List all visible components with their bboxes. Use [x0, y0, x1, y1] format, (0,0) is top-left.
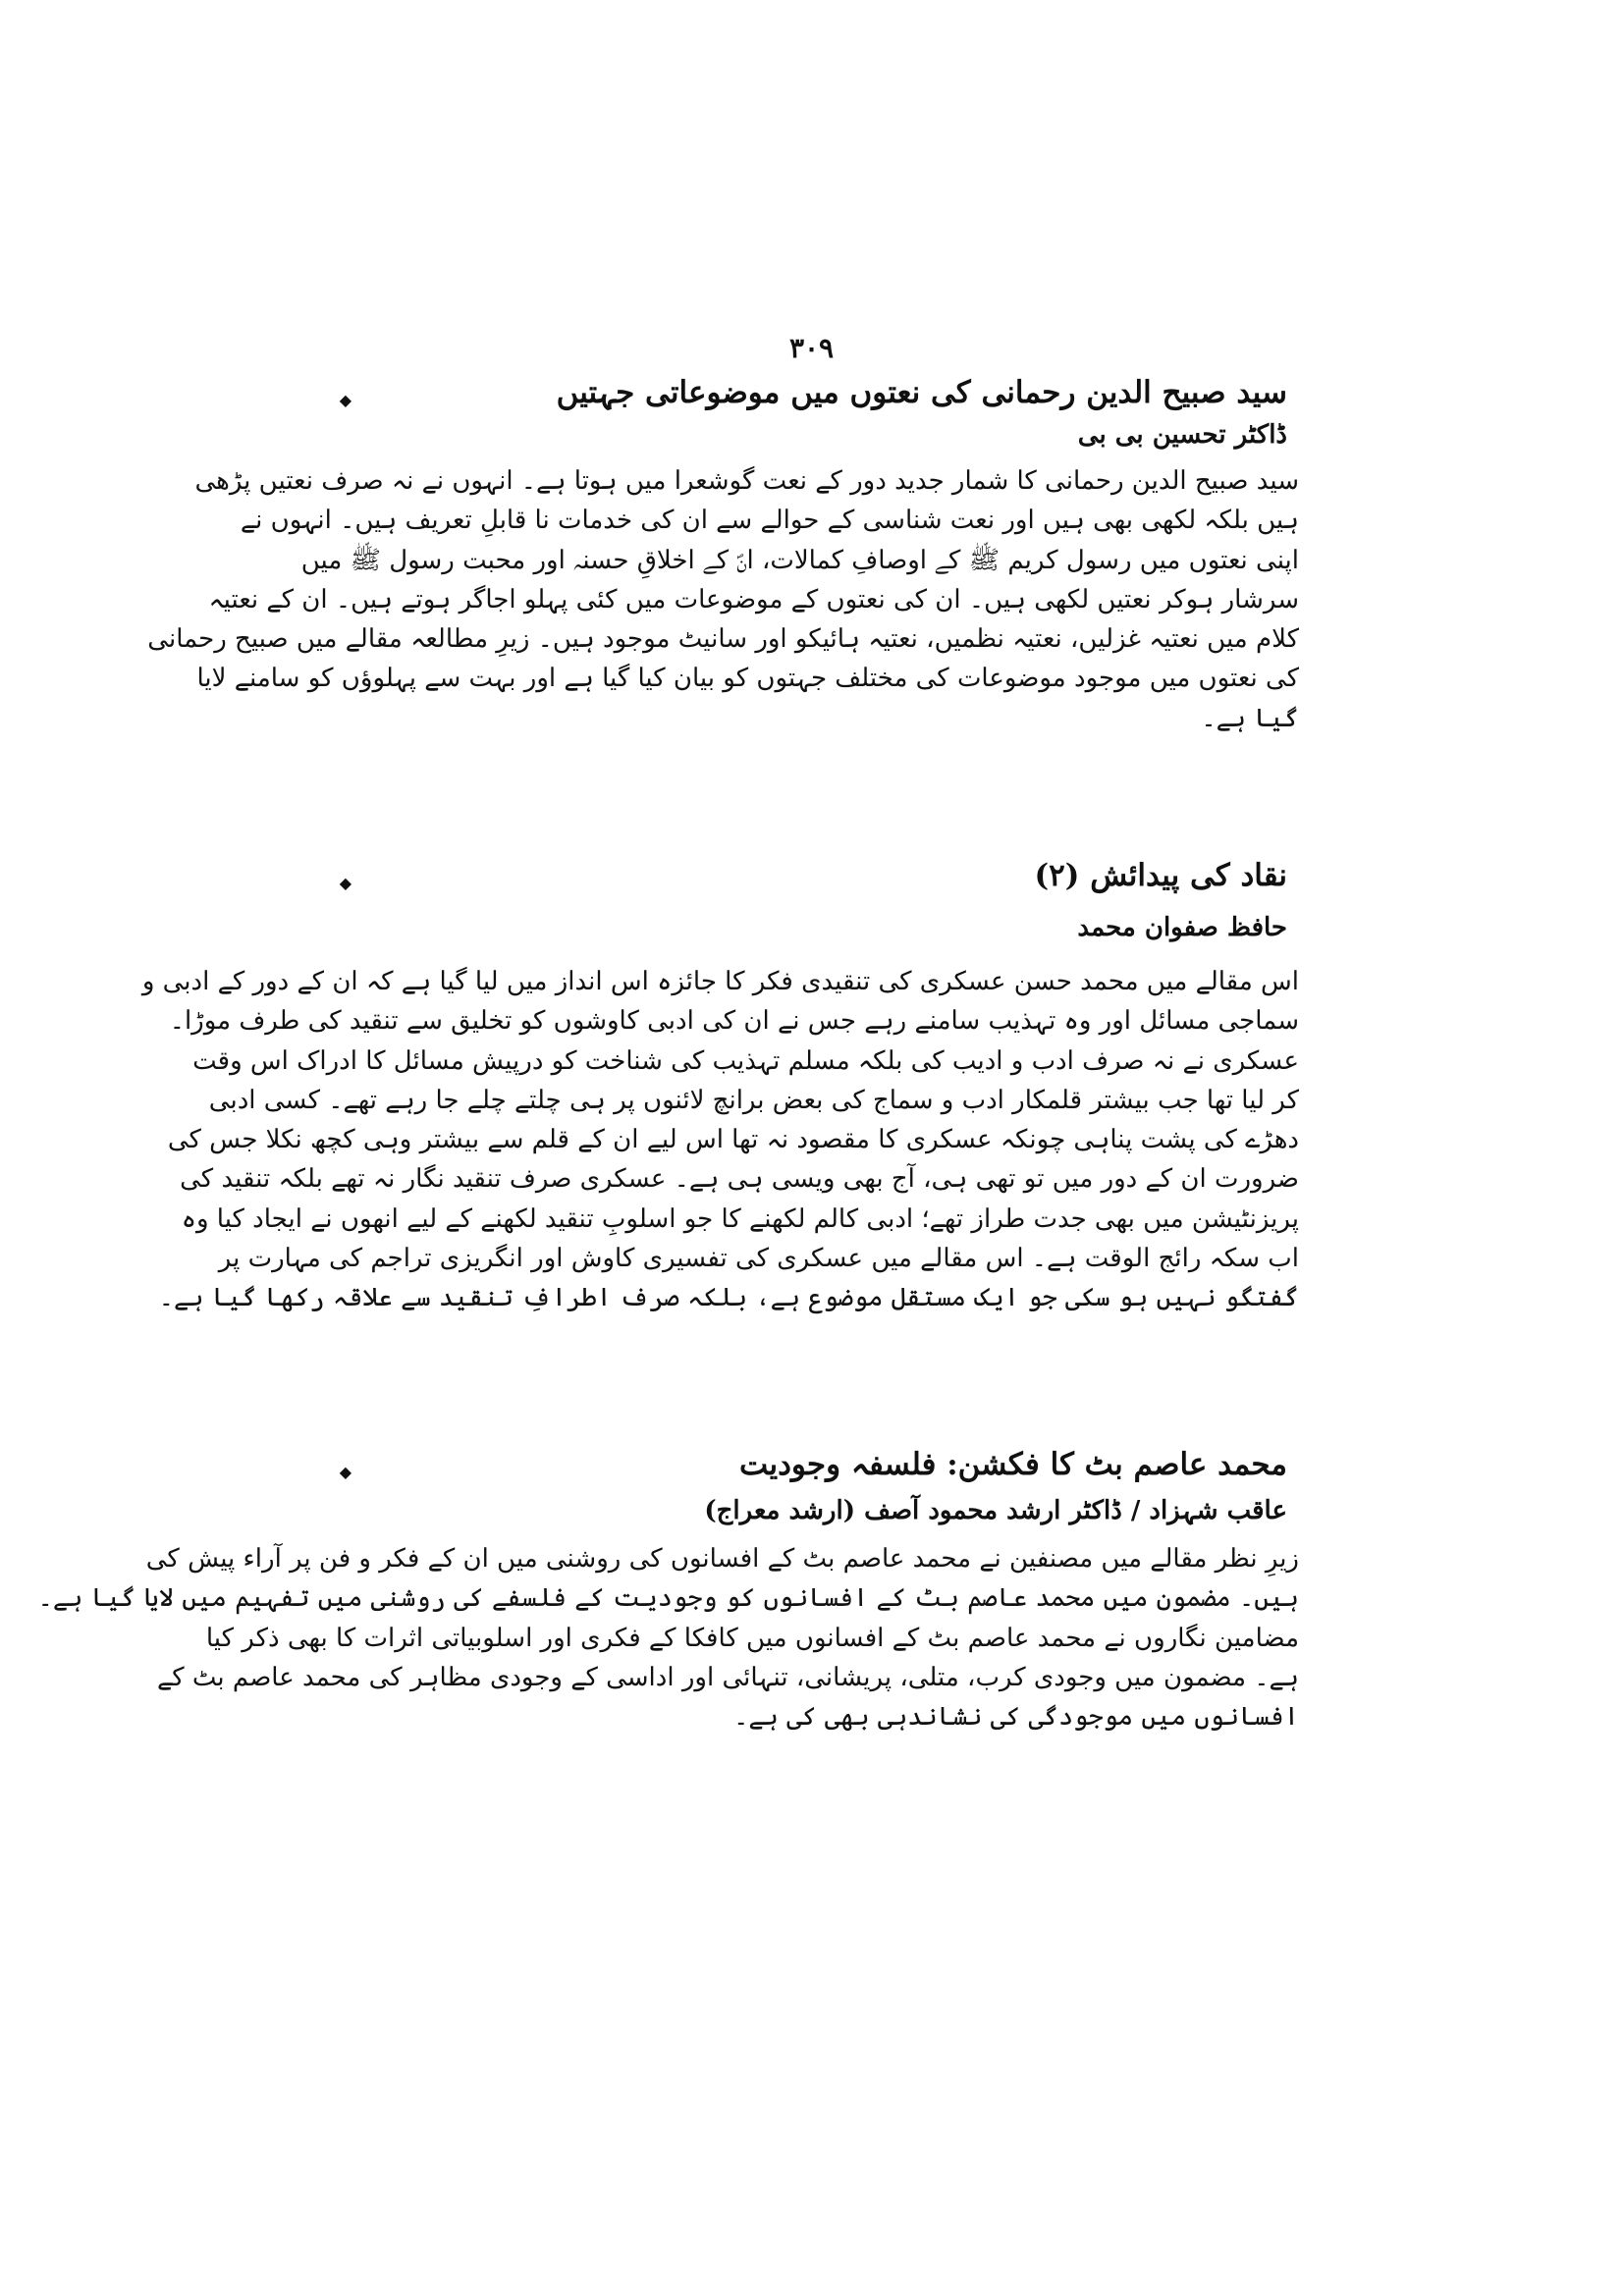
- abstract-line: اب سکہ رائج الوقت ہے۔ اس مقالے میں عسکری کی تفسیری کاوش اور انگریزی تراجم کی مہارت پر: [218, 1244, 1299, 1274]
- entry-abstract: [141, 962, 1299, 1318]
- bullet-icon: ◆: [339, 1463, 352, 1481]
- abstract-line: گفتگو نہیں ہو سکی جو ایک مستقل موضوع ہے، بلکہ صرف اطرافِ تنقید سے علاقہ رکھا گیا ہے۔: [158, 1283, 1299, 1313]
- entry-title: نقاد کی پیدائش (۲): [1034, 858, 1287, 893]
- abstract-line: اپنی نعتوں میں رسول کریم ﷺ کے اوصافِ کمالات، انؐ کے اخلاقِ حسنہ اور محبت رسول ﷺ میں: [300, 545, 1299, 575]
- abstract-line: پریزنٹیشن میں بھی جدت طراز تھے؛ ادبی کالم لکھنے کا جو اسلوبِ تنقید لکھنے کے لیے انھوں نے ایجاد کیا وہ: [181, 1203, 1299, 1234]
- abstract-line: اس مقالے میں محمد حسن عسکری کی تنقیدی فکر کا جائزہ اس انداز میں لیا گیا ہے کہ ان کے دور کے ادبی و: [141, 967, 1299, 996]
- abstract-line: مضامین نگاروں نے محمد عاصم بٹ کے افسانوں میں کافکا کے فکری اور اسلوبیاتی اثرات کا بھی ذکر کیا: [205, 1623, 1299, 1653]
- entry-abstract: [147, 461, 1299, 738]
- entry-title: محمد عاصم بٹ کا فکشن: فلسفہ وجودیت: [739, 1447, 1287, 1482]
- abstract-line: زیرِ نظر مقالے میں مصنفین نے محمد عاصم بٹ کے افسانوں کی روشنی میں ان کے فکر و فن پر آراء پیش کی: [145, 1544, 1299, 1574]
- abstract-line: ہے۔ مضمون میں وجودی کرب، متلی، پریشانی، تنہائی اور اداسی کے وجودی مظاہر کی محمد عاصم بٹ کے: [156, 1662, 1299, 1692]
- entry-author: حافظ صفوان محمد: [1077, 913, 1287, 942]
- abstract-line: ہیں بلکہ لکھی بھی ہیں اور نعت شناسی کے حوالے سے ان کی خدمات نا قابلِ تعریف ہیں۔ انہوں نے: [240, 506, 1299, 536]
- bullet-icon: ◆: [339, 874, 352, 892]
- abstract-line: کلام میں نعتیہ غزلیں، نعتیہ نظمیں، نعتیہ ہائیکو اور سانیٹ موجود ہیں۔ زیرِ مطالعہ مقالے میں صبیح رحمانی: [147, 624, 1299, 655]
- abstract-line: کر لیا تھا جب بیشتر قلمکار ادب و سماج کی بعض برانچ لائنوں پر ہی چلتے چلے جا رہے تھے۔ کسی ادبی: [208, 1085, 1299, 1115]
- abstract-line: گیا ہے۔: [1201, 703, 1299, 733]
- abstract-line: افسانوں میں موجودگی کی نشاندہی بھی کی ہے۔: [733, 1702, 1299, 1733]
- abstract-line: ضرورت ان کے دور میں تو تھی ہی، آج بھی ویسی ہی ہے۔ عسکری صرف تنقید نگار نہ تھے بلکہ تنقید کی: [180, 1164, 1299, 1195]
- bullet-icon: ◆: [339, 391, 352, 409]
- page-number: ۳۰۹: [788, 332, 835, 364]
- abstract-line: کی نعتوں میں موجود موضوعات کی مختلف جہتوں کو بیان کیا گیا ہے اور بہت سے پہلوؤں کو سامنے لایا: [196, 664, 1299, 694]
- abstract-line: سماجی مسائل اور وہ تہذیب سامنے رہے جس نے ان کی ادبی کاوشوں کو تخلیق سے تنقید کی طرف موڑا۔: [169, 1006, 1299, 1037]
- entry-author: ڈاکٹر تحسین بی بی: [1077, 420, 1287, 450]
- entry-abstract: [37, 1539, 1299, 1736]
- abstract-line: دھڑے کی پشت پناہی چونکہ عسکری کا مقصود نہ تھا اس لیے ان کے قلم سے بیشتر وہی کچھ نکلا جس کی: [167, 1125, 1299, 1155]
- abstract-line: ہیں۔ مضمون میں محمد عاصم بٹ کے افسانوں کو وجودیت کے فلسفے کی روشنی میں تفہیم میں لایا گیا ہے۔: [37, 1583, 1299, 1614]
- abstract-line: عسکری نے نہ صرف ادب و ادیب کی بلکہ مسلم تہذیب کی شناخت کو درپیش مسائل کا ادراک اس وقت: [192, 1045, 1299, 1076]
- entry-author: عاقب شہزاد / ڈاکٹر ارشد محمود آصف (ارشد معراج): [704, 1496, 1287, 1525]
- entry-title: سید صبیح الدین رحمانی کی نعتوں میں موضوعاتی جہتیں: [556, 375, 1287, 410]
- abstract-line: سید صبیح الدین رحمانی کا شمار جدید دور کے نعت گوشعرا میں ہوتا ہے۔ انہوں نے نہ صرف نعتیں پڑھی: [194, 466, 1299, 496]
- abstract-line: سرشار ہوکر نعتیں لکھی ہیں۔ ان کی نعتوں کے موضوعات میں کئی پہلو اجاگر ہوتے ہیں۔ ان کے نعتیہ: [208, 584, 1299, 614]
